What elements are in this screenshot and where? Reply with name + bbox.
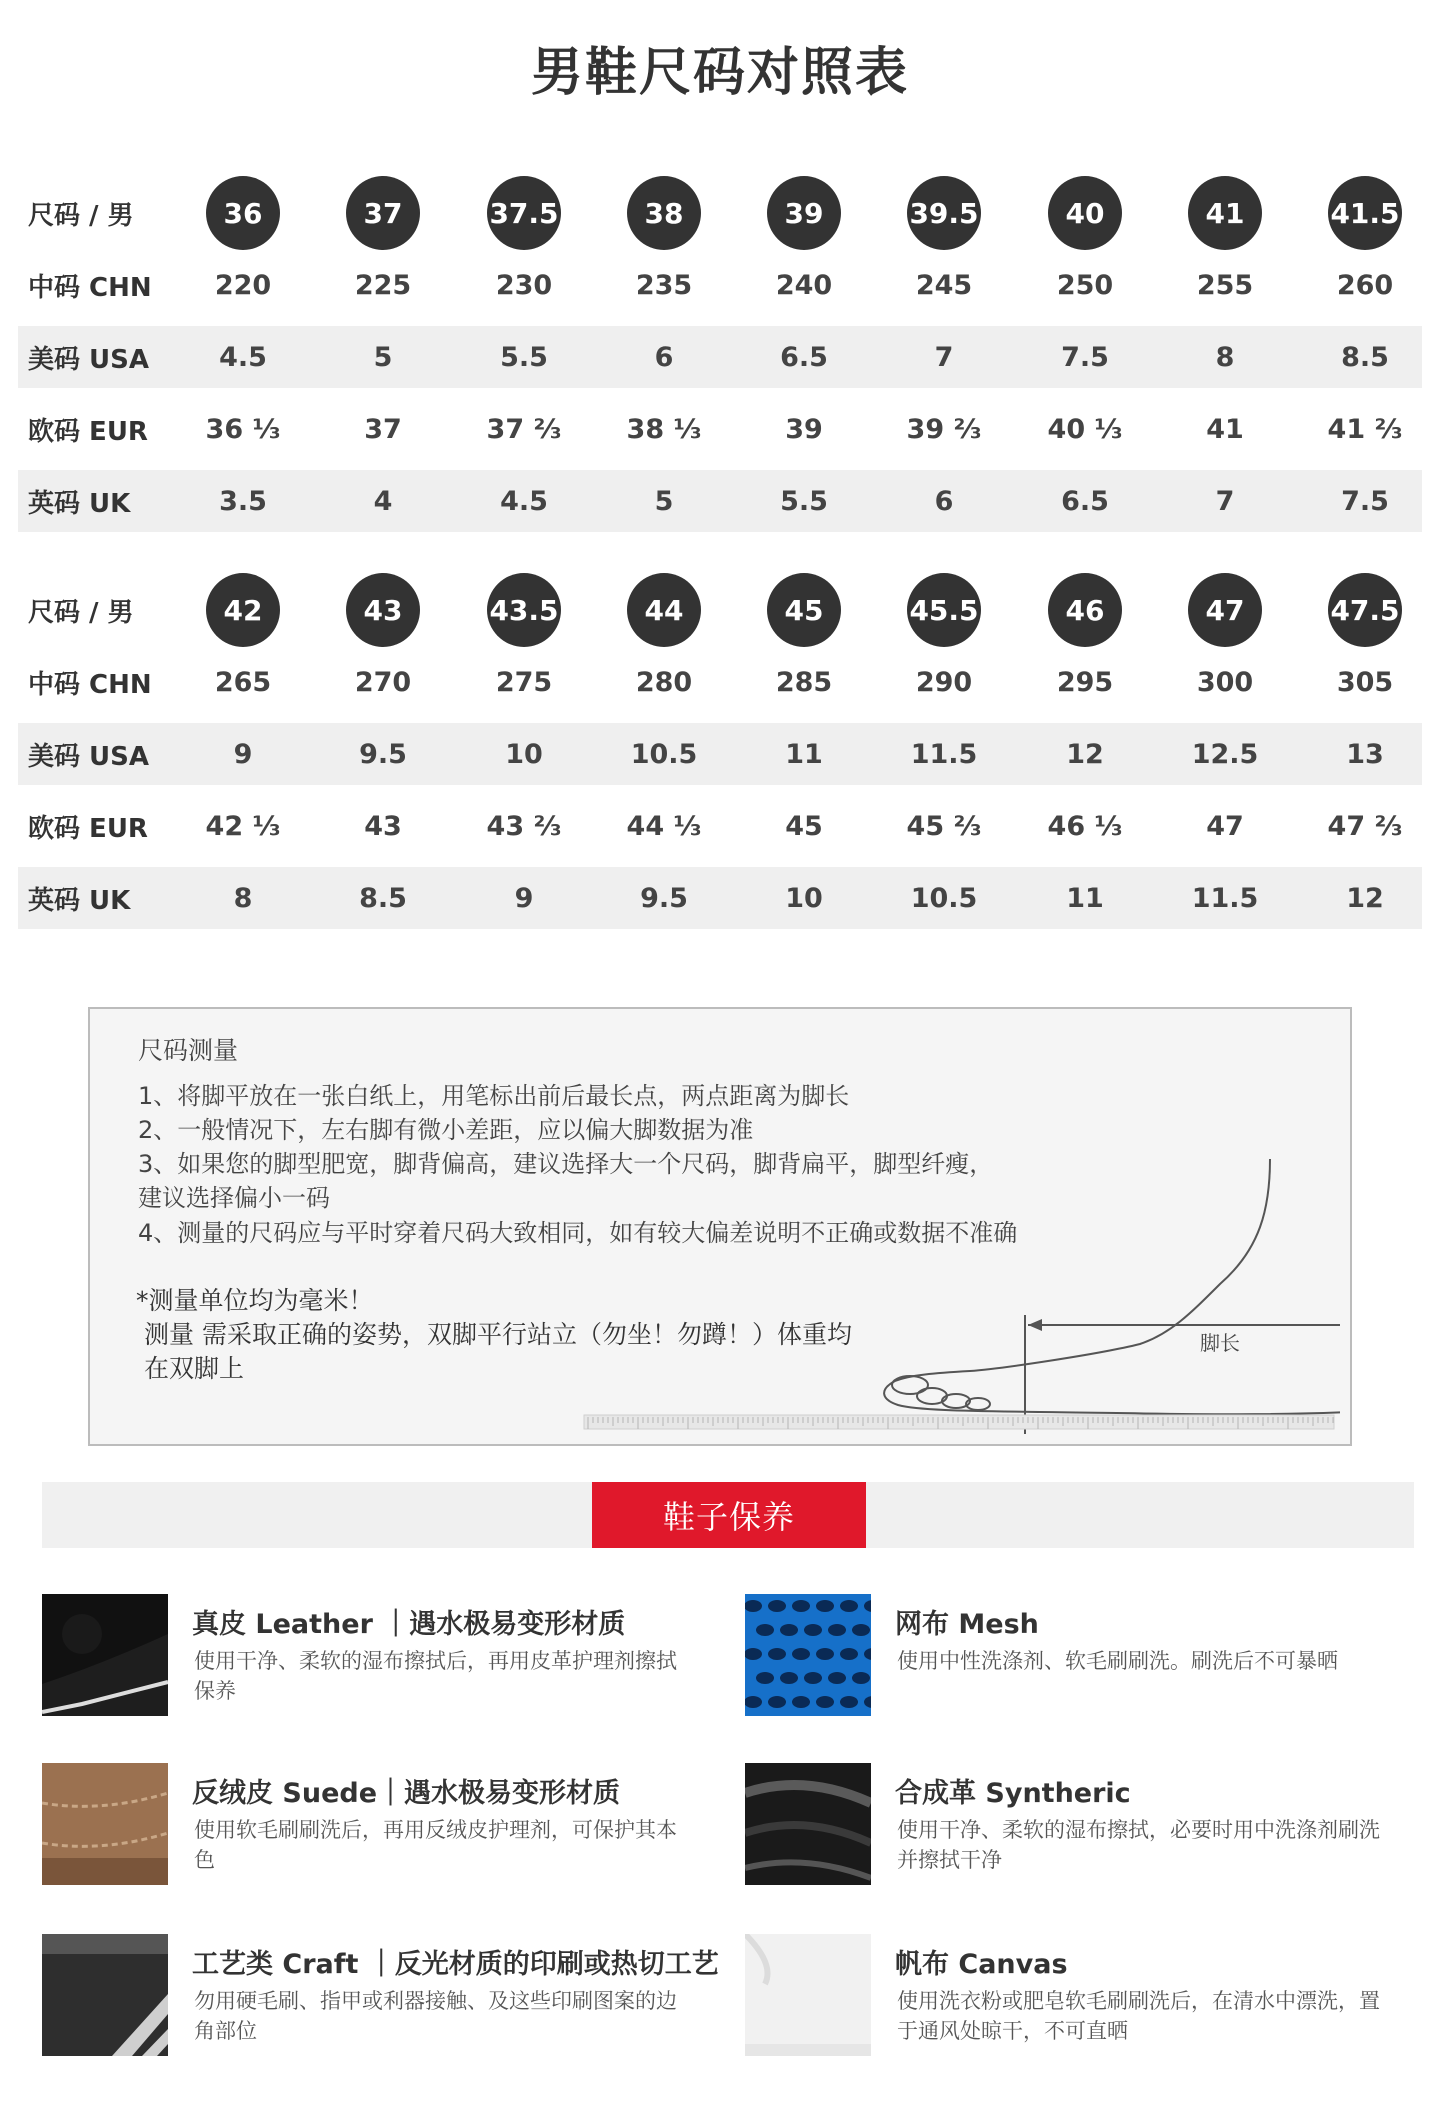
size-circle: 43.5	[487, 573, 561, 647]
size-cell: 42 ⅓	[205, 810, 281, 842]
size-row-label: 欧码 EUR	[28, 416, 148, 447]
size-cell	[188, 182, 298, 244]
size-cell	[889, 182, 999, 244]
size-cell: 235	[635, 269, 693, 301]
size-cell: 38 ⅓	[626, 413, 702, 445]
size-cell: 7.5	[1061, 341, 1109, 373]
craft-thumbnail	[42, 1934, 168, 2056]
size-cell: 39	[785, 413, 823, 445]
size-row	[18, 723, 1422, 785]
care-item-title: 网布 Mesh	[895, 1609, 1039, 1640]
size-cell: 9	[514, 882, 534, 914]
size-cell: 4.5	[500, 485, 548, 517]
size-cell: 9.5	[640, 882, 688, 914]
size-cell: 10.5	[910, 882, 978, 914]
leather-thumbnail	[42, 1594, 168, 1716]
size-cell: 8.5	[1341, 341, 1389, 373]
size-cell: 240	[775, 269, 833, 301]
size-cell: 46 ⅓	[1047, 810, 1123, 842]
size-circle: 45	[767, 573, 841, 647]
size-cell: 39 ⅔	[906, 413, 982, 445]
care-item-suede	[42, 1763, 692, 1893]
size-row	[18, 254, 1422, 316]
size-cell: 10.5	[630, 738, 698, 770]
measurement-step: 1、将脚平放在一张白纸上，用笔标出前后最长点，两点距离为脚长	[138, 1082, 850, 1110]
measurement-title: 尺码测量	[138, 1036, 239, 1065]
size-cell: 44 ⅓	[626, 810, 702, 842]
size-row-label: 英码 UK	[28, 488, 131, 519]
size-cell: 43	[364, 810, 402, 842]
size-row	[18, 579, 1422, 641]
size-cell	[469, 182, 579, 244]
size-cell: 6	[654, 341, 674, 373]
size-row	[18, 398, 1422, 460]
synthetic-swatch	[745, 1763, 871, 1885]
measurement-step: 2、一般情况下，左右脚有微小差距，应以偏大脚数据为准	[138, 1116, 754, 1144]
size-circle: 39	[767, 176, 841, 250]
care-item-leather	[42, 1594, 692, 1724]
size-cell: 36 ⅓	[205, 413, 281, 445]
size-circle: 38	[627, 176, 701, 250]
care-item-mesh	[745, 1594, 1395, 1724]
mesh-swatch	[745, 1594, 871, 1716]
size-cell	[328, 579, 438, 641]
size-cell	[328, 182, 438, 244]
size-circle: 40	[1048, 176, 1122, 250]
size-cell: 3.5	[219, 485, 267, 517]
size-cell: 295	[1056, 666, 1114, 698]
size-cell: 300	[1196, 666, 1254, 698]
care-item-title: 工艺类 Craft ｜反光材质的印刷或热切工艺	[192, 1949, 719, 1980]
size-cell: 220	[214, 269, 272, 301]
size-cell: 7	[1215, 485, 1235, 517]
size-cell: 47 ⅔	[1327, 810, 1403, 842]
care-item-craft	[42, 1934, 719, 2064]
size-cell: 13	[1346, 738, 1384, 770]
care-item-canvas	[745, 1934, 1395, 2064]
size-cell	[1310, 182, 1420, 244]
care-item-title: 真皮 Leather ｜遇水极易变形材质	[192, 1609, 626, 1640]
size-cell: 11	[1066, 882, 1104, 914]
size-cell: 12	[1346, 882, 1384, 914]
size-cell: 37 ⅔	[486, 413, 562, 445]
size-cell: 7.5	[1341, 485, 1389, 517]
care-item-title: 反绒皮 Suede｜遇水极易变形材质	[192, 1778, 621, 1809]
size-row-label: 中码 CHN	[28, 669, 152, 700]
size-cell: 265	[214, 666, 272, 698]
care-item-desc: 使用干净、柔软的湿布擦拭后，再用皮革护理剂擦拭保养	[194, 1649, 677, 1703]
care-item-desc: 使用洗衣粉或肥皂软毛刷刷洗后，在清水中漂洗，置于通风处晾干，不可直晒	[897, 1989, 1380, 2043]
size-cell: 275	[495, 666, 553, 698]
size-row-label: 中码 CHN	[28, 272, 152, 303]
suede-swatch	[42, 1763, 168, 1885]
size-cell: 40 ⅓	[1047, 413, 1123, 445]
size-cell: 250	[1056, 269, 1114, 301]
care-item-desc: 使用中性洗涤剂、软毛刷刷洗。刷洗后不可暴晒	[897, 1649, 1338, 1673]
size-cell: 4.5	[219, 341, 267, 373]
size-row-label: 美码 USA	[28, 741, 150, 772]
size-cell: 5.5	[500, 341, 548, 373]
size-cell: 290	[915, 666, 973, 698]
size-circle: 42	[206, 573, 280, 647]
size-cell: 245	[915, 269, 973, 301]
size-row	[18, 470, 1422, 532]
size-cell	[609, 182, 719, 244]
size-cell: 9.5	[359, 738, 407, 770]
size-cell	[1030, 579, 1140, 641]
unit-note: *测量单位均为毫米！	[136, 1286, 374, 1315]
measurement-step: 3、如果您的脚型肥宽，脚背偏高，建议选择大一个尺码，脚背扁平，脚型纤瘦，	[138, 1150, 994, 1178]
size-cell: 6.5	[1061, 485, 1109, 517]
size-row	[18, 182, 1422, 244]
size-cell: 10	[785, 882, 823, 914]
leather-swatch	[42, 1594, 168, 1716]
size-cell: 7	[934, 341, 954, 373]
size-circle: 47	[1188, 573, 1262, 647]
canvas-thumbnail	[745, 1934, 871, 2056]
page-title: 男鞋尺码对照表	[530, 43, 909, 103]
size-cell: 11.5	[1191, 882, 1259, 914]
size-cell: 285	[775, 666, 833, 698]
foot-length-diagram	[580, 1149, 1340, 1434]
size-cell: 12	[1066, 738, 1104, 770]
size-cell: 41 ⅔	[1327, 413, 1403, 445]
posture-note: 测量 需采取正确的姿势，双脚平行站立（勿坐！勿蹲！）体重均	[144, 1320, 852, 1349]
mesh-thumbnail	[745, 1594, 871, 1716]
size-circle: 41	[1188, 176, 1262, 250]
size-cell: 255	[1196, 269, 1254, 301]
size-cell: 10	[505, 738, 543, 770]
size-circle: 47.5	[1328, 573, 1402, 647]
size-cell	[609, 579, 719, 641]
size-row-label: 欧码 EUR	[28, 813, 148, 844]
size-cell: 41	[1206, 413, 1244, 445]
size-row	[18, 326, 1422, 388]
care-item-desc: 使用软毛刷刷洗后，再用反绒皮护理剂，可保护其本色	[194, 1818, 677, 1872]
size-circle: 37.5	[487, 176, 561, 250]
size-row-label: 英码 UK	[28, 885, 131, 916]
care-item-synthetic	[745, 1763, 1395, 1893]
size-cell: 12.5	[1191, 738, 1259, 770]
size-cell: 225	[354, 269, 412, 301]
ruler	[584, 1415, 1334, 1429]
size-circle: 44	[627, 573, 701, 647]
size-row	[18, 867, 1422, 929]
size-cell	[188, 579, 298, 641]
suede-thumbnail	[42, 1763, 168, 1885]
size-cell: 260	[1336, 269, 1394, 301]
size-cell: 11.5	[910, 738, 978, 770]
posture-note: 在双脚上	[144, 1354, 245, 1383]
toe-shape	[892, 1376, 928, 1394]
size-cell: 280	[635, 666, 693, 698]
size-cell	[1170, 579, 1280, 641]
size-cell: 8	[233, 882, 253, 914]
care-header-button: 鞋子保养	[592, 1482, 866, 1548]
size-circle: 36	[206, 176, 280, 250]
size-cell: 8	[1215, 341, 1235, 373]
size-cell: 11	[785, 738, 823, 770]
canvas-swatch	[745, 1934, 871, 2056]
foot-outline	[884, 1159, 1340, 1414]
size-cell: 5	[373, 341, 393, 373]
size-cell	[1170, 182, 1280, 244]
foot-length-label: 脚长	[1200, 1331, 1240, 1355]
size-cell: 6	[934, 485, 954, 517]
size-cell: 8.5	[359, 882, 407, 914]
size-cell: 43 ⅔	[486, 810, 562, 842]
size-row-label: 美码 USA	[28, 344, 150, 375]
size-circle: 43	[346, 573, 420, 647]
measurement-panel	[88, 1007, 1352, 1446]
size-cell: 45	[785, 810, 823, 842]
arrow-head-left	[1028, 1319, 1042, 1331]
craft-swatch	[42, 1934, 168, 2056]
care-item-desc: 勿用硬毛刷、指甲或利器接触、及这些印刷图案的边角部位	[194, 1989, 677, 2043]
size-cell	[1310, 579, 1420, 641]
size-cell: 5.5	[780, 485, 828, 517]
measurement-step: 建议选择偏小一码	[138, 1184, 330, 1212]
size-circle: 37	[346, 176, 420, 250]
size-cell: 4	[373, 485, 393, 517]
size-circle: 45.5	[907, 573, 981, 647]
size-circle: 39.5	[907, 176, 981, 250]
care-item-title: 合成革 Syntheric	[895, 1778, 1131, 1809]
size-row-label: 尺码 / 男	[28, 200, 134, 231]
size-row	[18, 651, 1422, 713]
size-cell: 6.5	[780, 341, 828, 373]
size-cell: 305	[1336, 666, 1394, 698]
size-cell: 270	[354, 666, 412, 698]
size-cell	[889, 579, 999, 641]
care-item-desc: 使用干净、柔软的湿布擦拭，必要时用中洗涤剂刷洗并擦拭干净	[897, 1818, 1380, 1872]
size-cell: 37	[364, 413, 402, 445]
size-cell: 47	[1206, 810, 1244, 842]
synthetic-thumbnail	[745, 1763, 871, 1885]
size-cell	[1030, 182, 1140, 244]
size-cell: 9	[233, 738, 253, 770]
size-cell	[749, 579, 859, 641]
size-cell	[749, 182, 859, 244]
size-circle: 41.5	[1328, 176, 1402, 250]
size-cell	[469, 579, 579, 641]
care-item-title: 帆布 Canvas	[895, 1949, 1068, 1980]
size-row	[18, 795, 1422, 857]
size-cell: 5	[654, 485, 674, 517]
size-circle: 46	[1048, 573, 1122, 647]
size-cell: 45 ⅔	[906, 810, 982, 842]
measurement-step: 4、测量的尺码应与平时穿着尺码大致相同，如有较大偏差说明不正确或数据不准确	[138, 1219, 1018, 1247]
size-cell: 230	[495, 269, 553, 301]
size-row-label: 尺码 / 男	[28, 597, 134, 628]
